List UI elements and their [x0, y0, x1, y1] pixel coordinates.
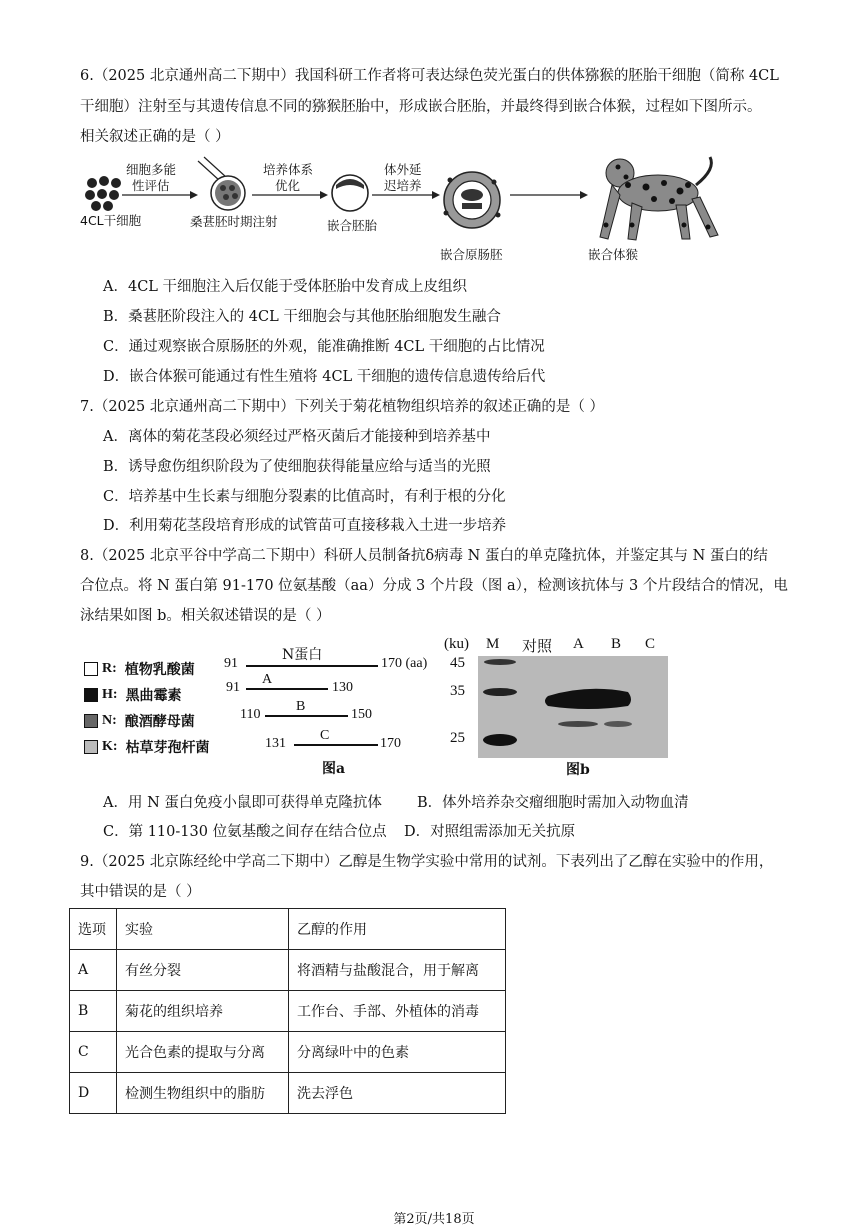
fig-b-gel-image: [478, 656, 668, 758]
label-4cl-cells: 4CL干细胞: [80, 213, 142, 228]
fig-a-b-label: B: [296, 699, 306, 714]
legend-item: H: 黑曲霉素: [84, 682, 210, 708]
table-cell: 有丝分裂: [117, 950, 289, 991]
table-header-row: [70, 909, 506, 950]
table-row: [70, 991, 506, 1032]
gel-band-m45: [484, 659, 516, 665]
q7-option-a: A．离体的菊花茎段必须经过严格灭菌后才能接种到培养基中: [103, 429, 491, 445]
arrow3-label-bottom: 迟培养: [384, 178, 422, 193]
table-cell: 菊花的组织培养: [117, 991, 289, 1032]
fig-a-c-end: 170: [380, 736, 401, 751]
q7-option-c: C．培养基中生长素与细胞分裂素的比值高时，有利于根的分化: [103, 489, 506, 505]
q6-option-b: B．桑葚胚阶段注入的 4CL 干细胞会与其他胚胎细胞发生融合: [103, 309, 501, 325]
chimeric-monkey-icon: [600, 157, 718, 240]
label-monkey: 嵌合体猴: [588, 247, 639, 262]
stem-cells-icon: [85, 176, 121, 211]
q8-stem-line-1: 8.（2025 北京平谷中学高二下期中）科研人员制备抗δ病毒 N 蛋白的单克隆抗体，并鉴定其与 N 蛋白的结: [80, 548, 768, 564]
table-row: [70, 950, 506, 991]
q8-stem-line-3: 泳结果如图 b。相关叙述错误的是（ ）: [80, 608, 331, 624]
fig-a-full-end: 170 (aa): [381, 656, 428, 671]
table-cell: 工作台、手部、外植体的消毒: [289, 991, 506, 1032]
label-morula: 桑葚胚时期注射: [190, 214, 278, 229]
table-row: [70, 1032, 506, 1073]
fig-b-lane-control: 对照: [522, 637, 553, 655]
fig-b-lane-b: B: [611, 636, 622, 652]
q6-option-a: A．4CL 干细胞注入后仅能于受体胚胎中发育成上皮组织: [103, 279, 468, 295]
q7-stem: 7.（2025 北京通州高二下期中）下列关于菊花植物组织培养的叙述正确的是（ ）: [80, 399, 604, 415]
arrow1-label-bottom: 性评估: [132, 178, 170, 193]
q8-option-c: C．第 110-130 位氨基酸之间存在结合位点: [103, 824, 387, 840]
fig-a-caption: 图a: [322, 761, 346, 777]
q6-option-d: D．嵌合体猴可能通过有性生殖将 4CL 干细胞的遗传信息遗传给后代: [103, 369, 546, 385]
legend: [84, 656, 210, 760]
table-header-cell: 乙醇的作用: [289, 909, 506, 950]
q9-table: [69, 908, 506, 1114]
fig-a-a-start: 91: [226, 680, 240, 695]
table-cell: C: [70, 1032, 117, 1073]
morula-injection-icon: [198, 157, 245, 210]
arrow2-label-bottom: 优化: [275, 178, 301, 193]
fig-b-lane-a: A: [573, 636, 584, 652]
q7-option-b: B．诱导愈伤组织阶段为了使细胞获得能量应给与适当的光照: [103, 459, 491, 475]
q6-stem-line-3: 相关叙述正确的是（ ）: [80, 129, 230, 145]
table-cell: 洗去浮色: [289, 1073, 506, 1114]
fig-a-title: N蛋白: [282, 647, 323, 663]
fig-a-a-end: 130: [332, 680, 353, 695]
fig-b-lane-c: C: [645, 636, 656, 652]
chimeric-gastrula-icon: [444, 172, 501, 228]
fig-a-b-end: 150: [351, 707, 372, 722]
gel-band-m35: [483, 688, 517, 696]
gel-band-m25: [483, 734, 517, 746]
gel-band-faint-a: [558, 721, 598, 727]
table-header-cell: 实验: [117, 909, 289, 950]
marker-35: 35: [450, 683, 465, 699]
arrow3-label-top: 体外延: [384, 162, 422, 177]
legend-item: R: 植物乳酸菌: [84, 656, 210, 682]
q9-stem-line-1: 9.（2025 北京陈经纶中学高二下期中）乙醇是生物学实验中常用的试剂。下表列出了乙醇在实验中的作用，: [80, 854, 774, 870]
q6-stem-line-1: 6.（2025 北京通州高二下期中）我国科研工作者将可表达绿色荧光蛋白的供体猕猴的胚胎干细胞（简称 4CL: [80, 68, 779, 84]
legend-swatch: [84, 714, 98, 728]
fig-a-c-start: 131: [265, 736, 286, 751]
legend-item: N: 酿酒酵母菌: [84, 708, 210, 734]
q8-option-d: D．对照组需添加无关抗原: [404, 824, 576, 840]
table-cell: B: [70, 991, 117, 1032]
arrow2-label-top: 培养体系: [263, 162, 314, 177]
legend-swatch: [84, 662, 98, 676]
page-footer: 第2页/共18页: [393, 1212, 475, 1227]
table-cell: 光合色素的提取与分离: [117, 1032, 289, 1073]
label-gastrula: 嵌合原肠胚: [440, 247, 503, 262]
q8-option-a: A．用 N 蛋白免疫小鼠即可获得单克隆抗体: [103, 795, 382, 811]
q7-option-d: D．利用菊花茎段培育形成的试管苗可直接移栽入土进一步培养: [103, 518, 507, 534]
marker-25: 25: [450, 730, 465, 746]
q9-stem-line-2: 其中错误的是（ ）: [80, 884, 201, 900]
legend-swatch: [84, 740, 98, 754]
arrow1-label-top: 细胞多能: [126, 162, 177, 177]
fig-b-unit: (ku): [444, 636, 469, 652]
q6-option-c: C．通过观察嵌合原肠胚的外观，能准确推断 4CL 干细胞的占比情况: [103, 339, 545, 355]
table-header-cell: 选项: [70, 909, 117, 950]
table-cell: D: [70, 1073, 117, 1114]
marker-45: 45: [450, 655, 465, 671]
q8-stem-line-2: 合位点。将 N 蛋白第 91-170 位氨基酸（aa）分成 3 个片段（图 a），检测该抗体与 3 个片段结合的情况，电: [80, 578, 788, 594]
legend-swatch: [84, 688, 98, 702]
fig-b-caption: 图b: [566, 762, 590, 778]
q8-option-b: B．体外培养杂交瘤细胞时需加入动物血清: [417, 795, 689, 811]
label-chimeric-embryo: 嵌合胚胎: [327, 218, 378, 233]
table-cell: 将酒精与盐酸混合，用于解离: [289, 950, 506, 991]
chimeric-blastocyst-icon: [332, 175, 368, 211]
fig-a-a-label: A: [262, 672, 273, 687]
fig-a-c-label: C: [320, 728, 330, 743]
legend-item: K: 枯草芽孢杆菌: [84, 734, 210, 760]
q6-stem-line-2: 干细胞）注射至与其遗传信息不同的猕猴胚胎中，形成嵌合胚胎，并最终得到嵌合体猴，过程如下图所示。: [80, 99, 762, 115]
fig-a-b-start: 110: [240, 707, 261, 722]
gel-band-faint-b: [604, 721, 632, 727]
fig-b-lane-m: M: [486, 636, 500, 652]
table-row: [70, 1073, 506, 1114]
table-cell: 分离绿叶中的色素: [289, 1032, 506, 1073]
fig-a-full-start: 91: [224, 656, 238, 671]
table-cell: 检测生物组织中的脂肪: [117, 1073, 289, 1114]
table-cell: A: [70, 950, 117, 991]
